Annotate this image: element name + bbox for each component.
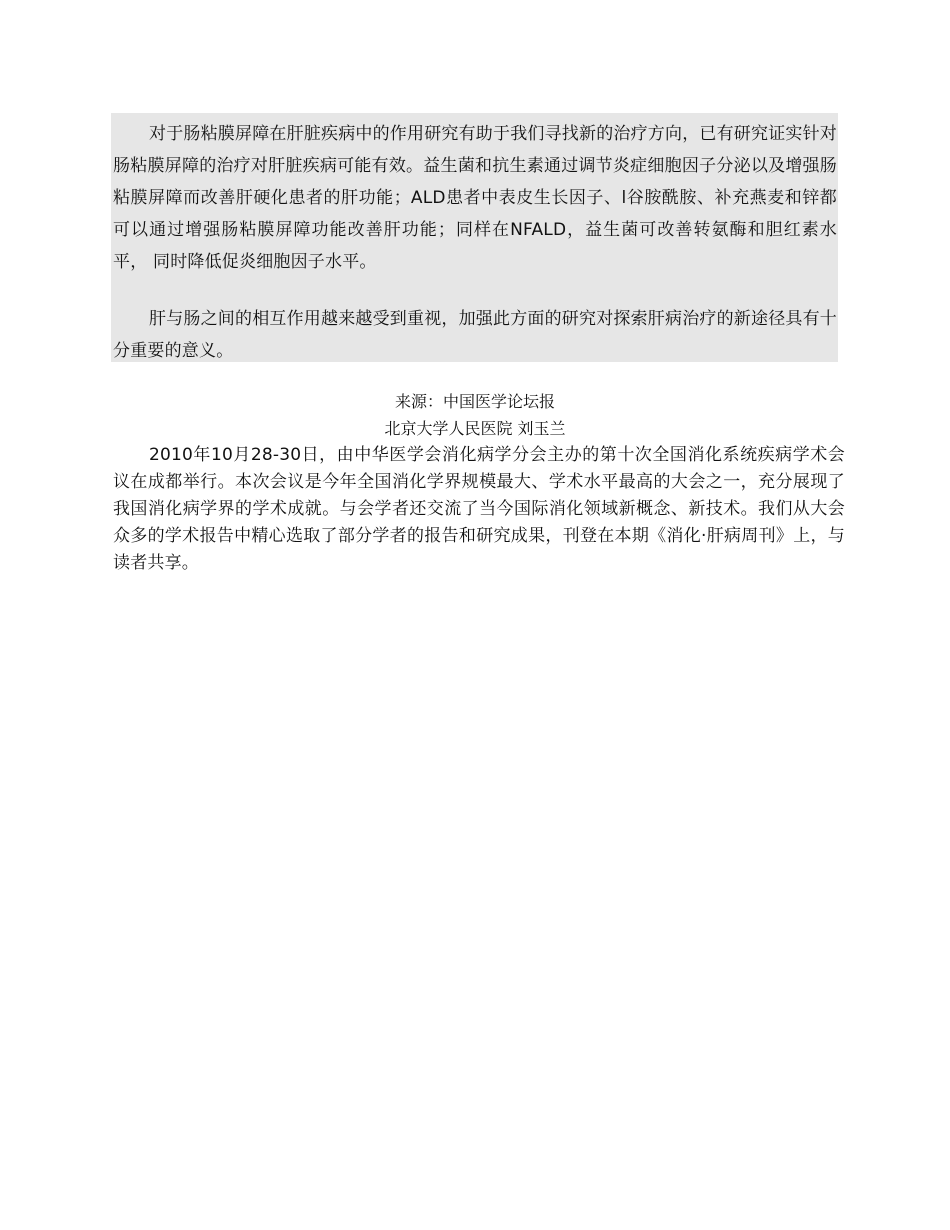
author-line: 北京大学人民医院 刘玉兰 [384,419,566,438]
paragraph-conference-intro: 2010年10月28-30日，由中华医学会消化病学分会主办的第十次全国消化系统疾病学术会议在成都举行。本次会议是今年全国消化学界规模最大、学术水平最高的大会之一，充分展现了我国消化病学界的学术成就。与会学者还交流了当今国际消化领域新概念、新技术。我们从大会众多的学术报告中精心选取了部分学者的报告和研究成果，刊登在本期《消化·肝病周刊》上，与读者共享。 [113,445,845,573]
paragraph-intestinal-barrier: 对于肠粘膜屏障在肝脏疾病中的作用研究有助于我们寻找新的治疗方向，已有研究证实针对 肠粘膜屏障的治疗对肝脏疾病可能有效。益生菌和抗生素通过调节炎症细胞因子分泌以及增强肠 粘膜屏障而改善肝硬化患者的肝功能；ALD患者中表皮生长因子、l谷胺酰胺、补充燕麦和锌都 可以通过增强肠粘膜屏障功能改善肝功能；同样在NFALD，益生菌可改善转氨酶和胆红素水平， 同时降低促炎细胞因子水平。 [113,124,837,272]
source-line: 来源：中国医学论坛报 [394,392,555,411]
paragraph-liver-gut-interaction: 肝与肠之间的相互作用越来越受到重视，加强此方面的研究对探索肝病治疗的新途径具有十 分重要的意义。 [113,309,837,361]
